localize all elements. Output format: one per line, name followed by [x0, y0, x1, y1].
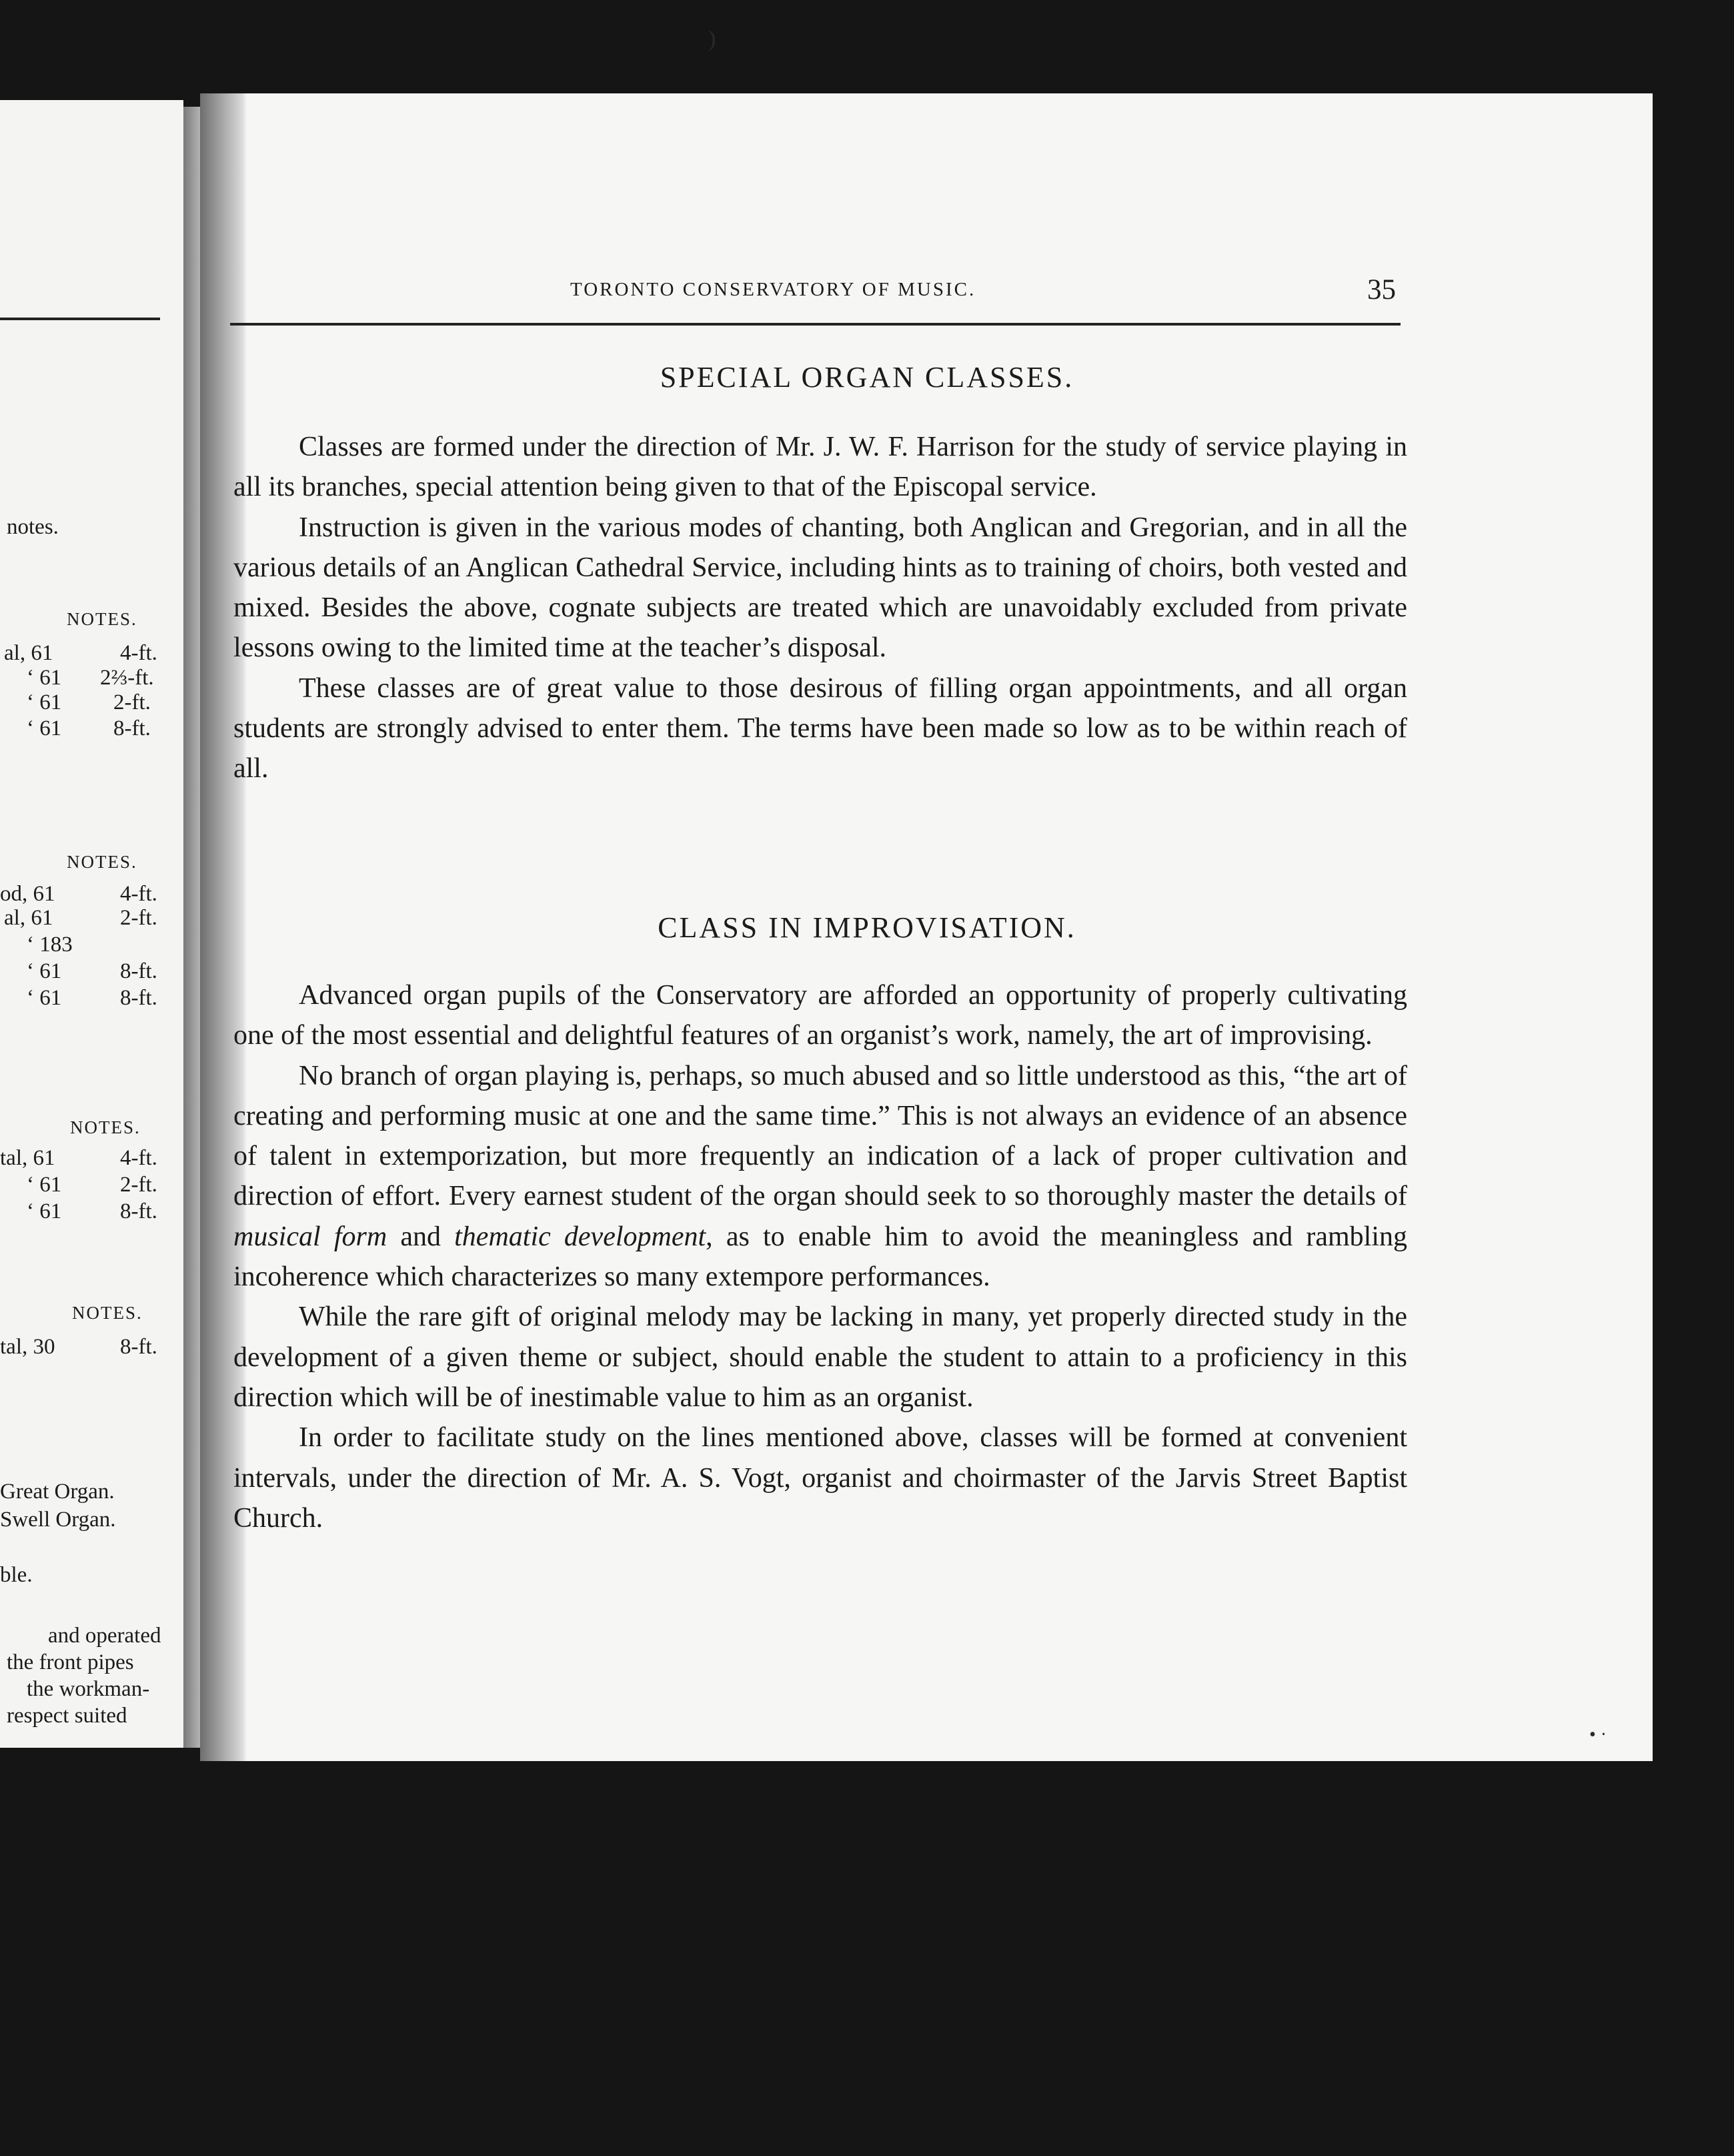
left-stop: od, 61 — [0, 882, 55, 906]
left-notes-heading: NOTES. — [67, 852, 137, 872]
section-body-class-in-improvisation — [233, 975, 1407, 1538]
scan-speck: • · — [1589, 1724, 1607, 1745]
left-pitch: 8-ft. — [113, 716, 151, 740]
left-notes-heading: NOTES. — [72, 1303, 143, 1323]
paragraph-text: No branch of organ playing is, perhaps, so much abused and so little understood as this, “the art of creating and performing music at one and the same time.” This is not always an evidence of an absence of talent in extemporization, but more frequently an indication of a lack of proper cultivation and direction of effort. Every earnest student of the organ should seek to so thoroughly master the details of — [233, 1060, 1407, 1212]
left-fragment: the front pipes — [7, 1650, 134, 1674]
left-notes-label: notes. — [7, 515, 59, 539]
left-stop: ‘ 61 — [27, 690, 62, 714]
page-number: 35 — [1367, 274, 1396, 306]
paragraph: Advanced organ pupils of the Conservatory are afforded an opportunity of properly cultivating one of the most essential and delightful features of an organist’s work, namely, the art of improvising. — [233, 980, 1407, 1051]
left-pitch: 8-ft. — [120, 1335, 157, 1359]
left-stop: ‘ 183 — [27, 933, 73, 957]
left-pitch: 4-ft. — [120, 1146, 157, 1170]
paragraph: While the rare gift of original melody may be lacking in many, yet properly directed study in the development of a given theme or subject, should enable the student to attain to a proficiency in this direction which will be of inestimable value to him as an organist. — [233, 1301, 1407, 1413]
paragraph-text: , as to enable him to avoid the meaningless and rambling incoherence which characterizes so many extempore performances. — [233, 1221, 1408, 1293]
left-stop: al, 61 — [4, 641, 53, 665]
running-title: TORONTO CONSERVATORY OF MUSIC. — [570, 279, 976, 300]
left-pitch: 4-ft. — [120, 882, 157, 906]
left-pitch: 2⅔-ft. — [100, 666, 154, 690]
left-fragment: respect suited — [7, 1704, 127, 1728]
left-page-header-rule — [0, 318, 160, 320]
paragraph: These classes are of great value to those desirous of filling organ appointments, and all organ students are strongly advised to enter them. The terms have been made so low as to be within reach of all. — [233, 672, 1407, 784]
section-title-special-organ-classes: SPECIAL ORGAN CLASSES. — [660, 361, 1074, 394]
left-fragment: Great Organ. — [0, 1480, 115, 1504]
left-fragment: Swell Organ. — [0, 1508, 116, 1532]
section-body-special-organ-classes — [233, 427, 1407, 789]
left-pitch: 8-ft. — [120, 986, 157, 1010]
paragraph: Classes are formed under the direction of Mr. J. W. F. Harrison for the study of service playing in all its branches, special attention being given to that of the Episcopal service. — [233, 432, 1407, 503]
left-pitch: 2-ft. — [113, 690, 151, 714]
paragraph: Instruction is given in the various modes of chanting, both Anglican and Gregorian, and in all the various details of an Anglican Cathedral Service, including hints as to training of choirs, both vested and mixed. Besides the above, cognate subjects are treated which are unavoidably excluded from private lessons owing to the limited time at the teacher’s disposal. — [233, 512, 1407, 664]
paragraph-text: and — [387, 1221, 455, 1252]
left-stop: ‘ 61 — [27, 716, 62, 740]
left-fragment: the workman- — [27, 1677, 150, 1701]
section-title-class-in-improvisation: CLASS IN IMPROVISATION. — [658, 911, 1076, 944]
header-rule — [230, 323, 1401, 326]
left-stop: ‘ 61 — [27, 666, 62, 690]
left-stop: ‘ 61 — [27, 1173, 62, 1197]
paragraph — [233, 1056, 1407, 1297]
left-stop: ‘ 61 — [27, 986, 62, 1010]
paragraph: In order to facilitate study on the lines mentioned above, classes will be formed at convenient intervals, under the direction of Mr. A. S. Vogt, organist and choirmaster of the Jarvis Street Baptist Church. — [233, 1422, 1407, 1534]
italic-term: musical form — [233, 1221, 387, 1252]
left-stop: ‘ 61 — [27, 1199, 62, 1223]
left-stop: al, 61 — [4, 906, 53, 930]
left-stop: tal, 30 — [0, 1335, 55, 1359]
left-notes-heading: NOTES. — [67, 609, 137, 629]
left-pitch: 8-ft. — [120, 959, 157, 983]
left-pitch: 4-ft. — [120, 641, 157, 665]
left-pitch: 8-ft. — [120, 1199, 157, 1223]
italic-term: thematic development — [454, 1221, 706, 1252]
left-notes-heading: NOTES. — [70, 1117, 141, 1137]
left-fragment: ble. — [0, 1563, 33, 1587]
scan-speck: ) — [708, 27, 716, 51]
left-fragment: and operated — [48, 1624, 161, 1648]
left-pitch: 2-ft. — [120, 1173, 157, 1197]
left-stop: ‘ 61 — [27, 959, 62, 983]
left-stop: tal, 61 — [0, 1146, 55, 1170]
left-pitch: 2-ft. — [120, 906, 157, 930]
